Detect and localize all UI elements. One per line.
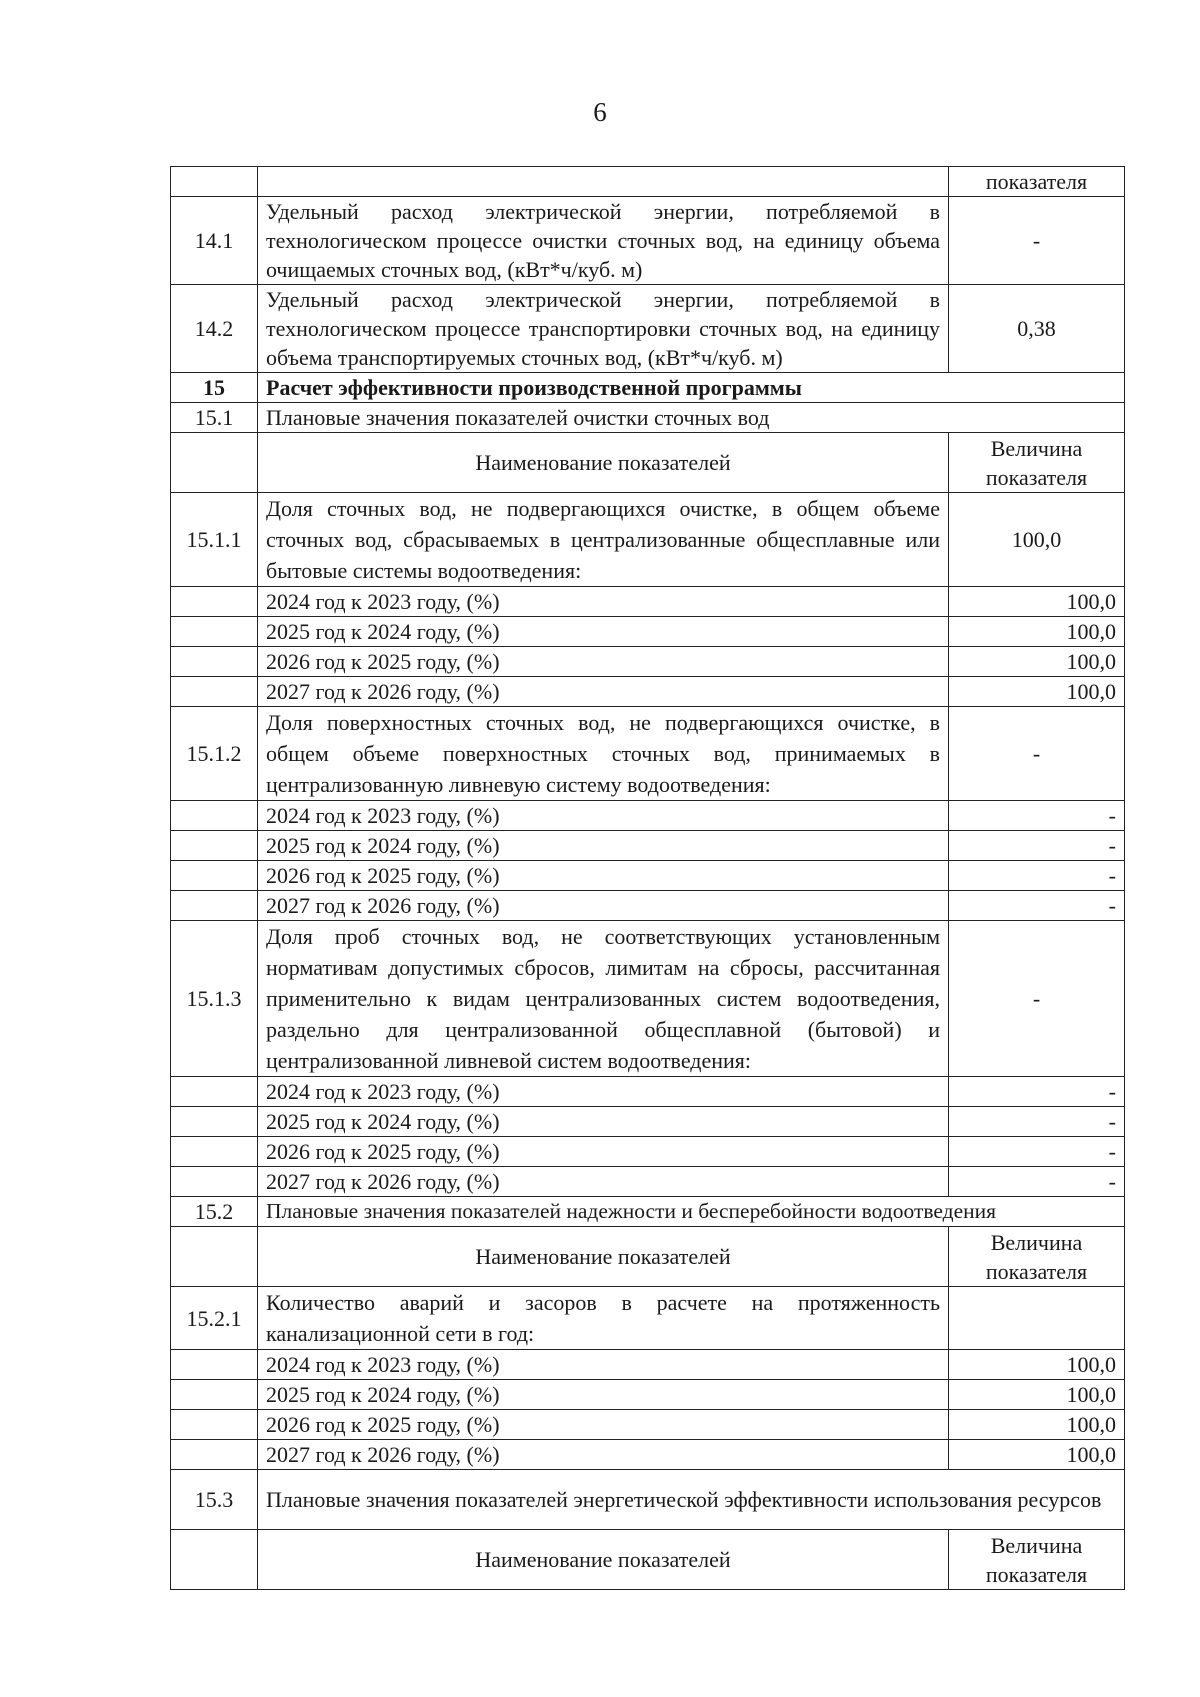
year-row xyxy=(171,861,1125,891)
year-label: 2025 год к 2024 году, (%) xyxy=(258,1380,949,1410)
subsection-title: Плановые значения показателей энергетической эффективности использования ресурсов xyxy=(258,1470,1125,1530)
year-label: 2027 год к 2026 году, (%) xyxy=(258,891,949,921)
year-label: 2025 год к 2024 году, (%) xyxy=(258,1107,949,1137)
year-row xyxy=(171,1410,1125,1440)
year-value: 100,0 xyxy=(949,1380,1125,1410)
year-label: 2026 год к 2025 году, (%) xyxy=(258,861,949,891)
indicator-text: Доля сточных вод, не подвергающихся очистке, в общем объеме сточных вод, сбрасываемых в централизованные общесплавные или бытовые системы водоотведения: xyxy=(258,493,949,587)
value-cell: показателя xyxy=(949,167,1125,197)
row-number: 15.1.1 xyxy=(171,493,258,587)
table-row xyxy=(171,921,1125,1077)
year-row xyxy=(171,617,1125,647)
year-label: 2024 год к 2023 году, (%) xyxy=(258,801,949,831)
header-row xyxy=(171,1530,1125,1590)
year-value: - xyxy=(949,861,1125,891)
year-label: 2026 год к 2025 году, (%) xyxy=(258,1410,949,1440)
subsection-number: 15.1 xyxy=(171,403,258,433)
year-value: - xyxy=(949,801,1125,831)
year-label: 2025 год к 2024 году, (%) xyxy=(258,831,949,861)
year-label: 2027 год к 2026 году, (%) xyxy=(258,1440,949,1470)
indicator-text: Удельный расход электрической энергии, потребляемой в технологическом процессе очистки сточных вод, на единицу объема очищаемых сточных вод, (кВт*ч/куб. м) xyxy=(258,197,949,285)
value-cell: - xyxy=(949,197,1125,285)
value-cell xyxy=(949,1287,1125,1350)
year-label: 2024 год к 2023 году, (%) xyxy=(258,587,949,617)
row-number: 15.1.3 xyxy=(171,921,258,1077)
table-row xyxy=(171,285,1125,373)
value-cell: - xyxy=(949,707,1125,801)
subsection-row xyxy=(171,403,1125,433)
section-row xyxy=(171,373,1125,403)
year-label: 2024 год к 2023 году, (%) xyxy=(258,1077,949,1107)
year-value: - xyxy=(949,1077,1125,1107)
year-row xyxy=(171,801,1125,831)
year-row xyxy=(171,677,1125,707)
indicator-text: Доля проб сточных вод, не соответствующих установленным нормативам допустимых сбросов, лимитам на сбросы, рассчитанная применительно к видам централизованных систем водоотведения, раздельно для централизованной общесплавной (бытовой) и централизованной ливневой систем водоотведения: xyxy=(258,921,949,1077)
value-cell: 100,0 xyxy=(949,493,1125,587)
table-row xyxy=(171,493,1125,587)
year-row xyxy=(171,1440,1125,1470)
name-header: Наименование показателей xyxy=(258,1227,949,1287)
subsection-number: 15.3 xyxy=(171,1470,258,1530)
year-value: - xyxy=(949,1107,1125,1137)
indicator-text: Доля поверхностных сточных вод, не подвергающихся очистке, в общем объеме поверхностных сточных вод, принимаемых в централизованную ливневую систему водоотведения: xyxy=(258,707,949,801)
subsection-title: Плановые значения показателей очистки сточных вод xyxy=(258,403,1125,433)
row-number: 15.1.2 xyxy=(171,707,258,801)
row-number: 15.2.1 xyxy=(171,1287,258,1350)
table-row xyxy=(171,197,1125,285)
value-header: Величина показателя xyxy=(949,1530,1125,1590)
value-cell: - xyxy=(949,921,1125,1077)
year-value: 100,0 xyxy=(949,1440,1125,1470)
subsection-number: 15.2 xyxy=(171,1197,258,1227)
year-value: 100,0 xyxy=(949,677,1125,707)
year-row xyxy=(171,1380,1125,1410)
name-header: Наименование показателей xyxy=(258,1530,949,1590)
indicators-table xyxy=(170,166,1125,1590)
year-value: 100,0 xyxy=(949,647,1125,677)
year-row xyxy=(171,1107,1125,1137)
header-row xyxy=(171,433,1125,493)
year-label: 2027 год к 2026 году, (%) xyxy=(258,677,949,707)
year-label: 2026 год к 2025 году, (%) xyxy=(258,647,949,677)
table-row xyxy=(171,167,1125,197)
subsection-row xyxy=(171,1197,1125,1227)
year-label: 2026 год к 2025 году, (%) xyxy=(258,1137,949,1167)
year-value: - xyxy=(949,1137,1125,1167)
year-row xyxy=(171,891,1125,921)
value-header: Величина показателя xyxy=(949,433,1125,493)
year-value: 100,0 xyxy=(949,1410,1125,1440)
subsection-row xyxy=(171,1470,1125,1530)
page-number: 6 xyxy=(593,97,607,127)
year-row xyxy=(171,831,1125,861)
year-row xyxy=(171,1167,1125,1197)
indicator-text: Количество аварий и засоров в расчете на протяженность канализационной сети в год: xyxy=(258,1287,949,1350)
section-title: Расчет эффективности производственной программы xyxy=(258,373,1125,403)
name-header: Наименование показателей xyxy=(258,433,949,493)
year-value: 100,0 xyxy=(949,1350,1125,1380)
table-row xyxy=(171,1287,1125,1350)
value-cell: 0,38 xyxy=(949,285,1125,373)
indicator-text: Удельный расход электрической энергии, потребляемой в технологическом процессе транспортировки сточных вод, на единицу объема транспортируемых сточных вод, (кВт*ч/куб. м) xyxy=(258,285,949,373)
year-row xyxy=(171,1137,1125,1167)
subsection-title: Плановые значения показателей надежности и бесперебойности водоотведения xyxy=(258,1197,1125,1227)
year-row xyxy=(171,587,1125,617)
year-label: 2027 год к 2026 году, (%) xyxy=(258,1167,949,1197)
value-header: Величина показателя xyxy=(949,1227,1125,1287)
year-row xyxy=(171,647,1125,677)
table-row xyxy=(171,707,1125,801)
year-value: - xyxy=(949,831,1125,861)
year-label: 2025 год к 2024 году, (%) xyxy=(258,617,949,647)
year-value: - xyxy=(949,891,1125,921)
row-number: 14.1 xyxy=(171,197,258,285)
year-row xyxy=(171,1077,1125,1107)
year-row xyxy=(171,1350,1125,1380)
year-value: - xyxy=(949,1167,1125,1197)
year-value: 100,0 xyxy=(949,587,1125,617)
header-row xyxy=(171,1227,1125,1287)
section-number: 15 xyxy=(171,373,258,403)
row-number: 14.2 xyxy=(171,285,258,373)
year-label: 2024 год к 2023 году, (%) xyxy=(258,1350,949,1380)
year-value: 100,0 xyxy=(949,617,1125,647)
